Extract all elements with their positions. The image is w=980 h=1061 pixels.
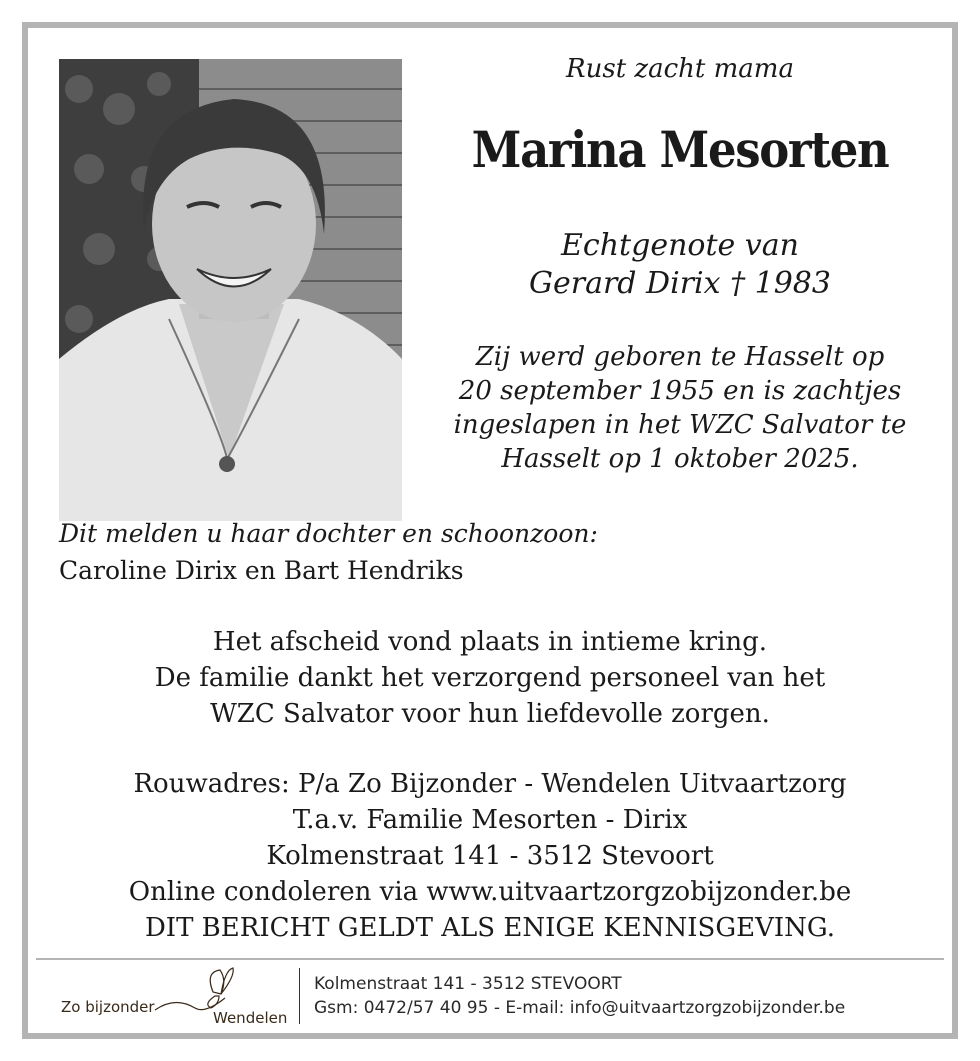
birth-death-text (410, 340, 950, 476)
text-line: Kolmenstraat 141 - 3512 Stevoort (266, 841, 714, 871)
text-line: Zij werd geboren te Hasselt op (475, 342, 885, 372)
deceased-name: Marina Mesorten (471, 120, 889, 179)
funeral-home-logo (55, 962, 295, 1028)
text-line: Rouwadres: P/a Zo Bijzonder - Wendelen Uitvaartzorg (133, 769, 847, 799)
text-line: 20 september 1955 en is zachtjes (458, 376, 902, 406)
footer-separator (299, 968, 300, 1024)
logo-text-left: Zo bijzonder (61, 998, 155, 1016)
footer-address: Kolmenstraat 141 - 3512 STEVOORT (314, 974, 622, 994)
text-line: Het afscheid vond plaats in intieme kring. (212, 627, 768, 657)
spouse-info (410, 227, 950, 303)
portrait-photo (59, 59, 402, 521)
text-line: De familie dankt het verzorgend personeel van het (154, 663, 826, 693)
text-line: T.a.v. Familie Mesorten - Dirix (292, 805, 688, 835)
footer-phone-email: Gsm: 0472/57 40 95 - E-mail: info@uitvaartzorgzobijzonder.be (314, 998, 846, 1018)
logo-text-right: Wendelen (213, 1009, 288, 1027)
announce-label: Dit melden u haar dochter en schoonzoon: (59, 519, 598, 548)
footer-contact (314, 972, 845, 1020)
text-line: WZC Salvator voor hun liefdevolle zorgen. (210, 699, 770, 729)
spouse-line: Echtgenote van (561, 228, 799, 263)
mourning-address (40, 766, 940, 946)
text-line: Hasselt op 1 oktober 2025. (501, 444, 859, 474)
condolence-link-text: Online condoleren via www.uitvaartzorgzobijzonder.be (128, 877, 852, 907)
footer-divider (36, 958, 944, 960)
farewell-text (40, 624, 940, 732)
text-line: DIT BERICHT GELDT ALS ENIGE KENNISGEVING. (144, 913, 836, 943)
announce-names: Caroline Dirix en Bart Hendriks (59, 556, 464, 585)
notice-subtitle: Rust zacht mama (566, 54, 794, 84)
text-line: ingeslapen in het WZC Salvator te (453, 410, 907, 440)
spouse-line: Gerard Dirix † 1983 (529, 266, 831, 301)
